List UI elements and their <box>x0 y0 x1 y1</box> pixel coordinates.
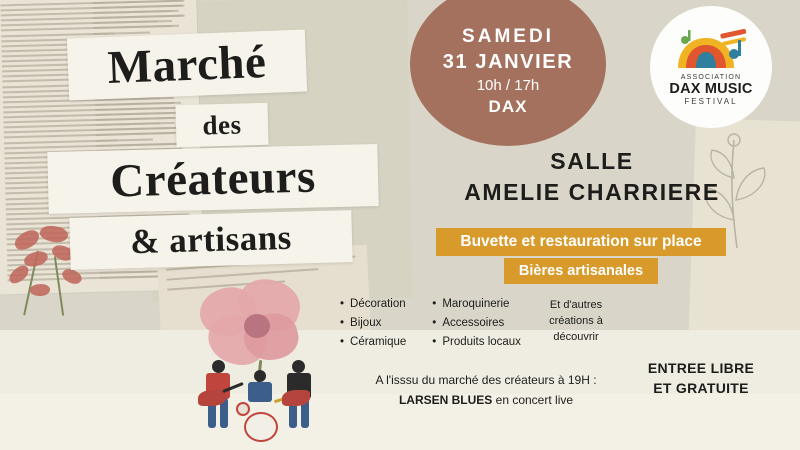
title-line-3: Créateurs <box>109 150 317 208</box>
list-item: • Céramique <box>340 336 406 348</box>
tag-craft-beer <box>504 258 658 284</box>
entry-line-1: ENTREE LIBRE <box>647 360 755 376</box>
list-item: • Décoration <box>340 298 406 310</box>
title-line-4-card <box>69 210 352 270</box>
logo-line-2: DAX MUSIC <box>669 81 753 97</box>
date-city: DAX <box>488 96 528 116</box>
title-line-4: & artisans <box>129 217 293 262</box>
list-item: • Maroquinerie <box>432 298 521 310</box>
title-line-2: des <box>202 108 242 141</box>
list-item: • Bijoux <box>340 317 406 329</box>
tag-craft-beer-label: Bières artisanales <box>518 263 644 279</box>
title-line-1-card <box>67 29 307 100</box>
music-festival-logo-icon <box>672 28 750 70</box>
concert-intro: A l'isssu du marché des créateurs à 19H : <box>375 373 597 387</box>
extra-creations-note: Et d'autres créations à découvrir <box>549 299 603 343</box>
venue-line-1: SALLE <box>550 148 634 174</box>
date-full: 31 JANVIER <box>442 50 574 73</box>
association-logo <box>650 6 772 128</box>
title-line-3-card <box>47 144 378 214</box>
list-item: • Produits locaux <box>432 336 521 348</box>
title-line-1: Marché <box>106 35 268 95</box>
date-day: SAMEDI <box>462 25 554 47</box>
venue-block <box>432 148 752 206</box>
concert-info <box>346 370 626 411</box>
date-hours: 10h / 17h <box>476 76 540 94</box>
entry-info <box>636 358 766 399</box>
logo-line-3: FESTIVAL <box>684 97 738 106</box>
venue-line-2: AMELIE CHARRIERE <box>464 179 720 205</box>
list-item: • Accessoires <box>432 317 521 329</box>
tag-food-drink-label: Buvette et restauration sur place <box>460 233 702 250</box>
concert-suffix: en concert live <box>495 393 574 408</box>
category-list-column-2 <box>432 298 521 355</box>
category-list-column-1 <box>340 298 406 355</box>
title-line-2-card <box>175 103 268 148</box>
logo-line-1: ASSOCIATION <box>680 74 742 81</box>
entry-line-2: ET GRATUITE <box>653 380 749 397</box>
band-illustration <box>196 356 326 448</box>
date-badge <box>410 0 606 146</box>
tag-food-drink <box>436 228 726 256</box>
concert-band-name: LARSEN BLUES <box>398 393 493 408</box>
